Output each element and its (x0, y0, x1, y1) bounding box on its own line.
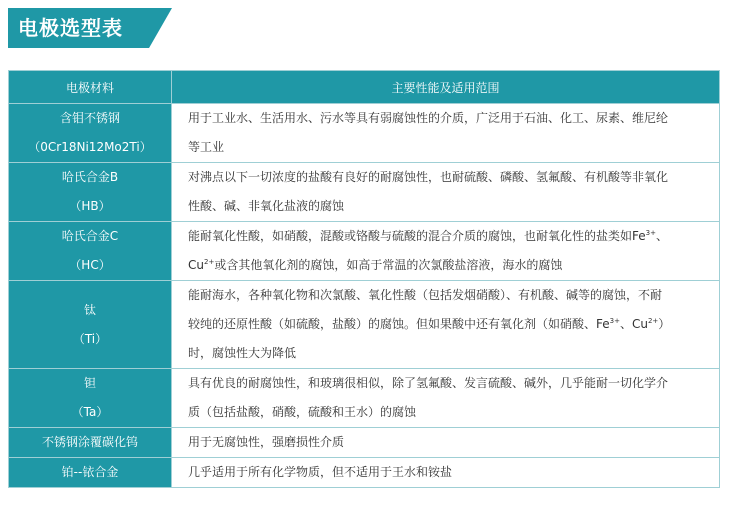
description-cell: 具有优良的耐腐蚀性，和玻璃很相似，除了氢氟酸、发言硫酸、碱外，几乎能耐一切化学介质（包括盐酸，硝酸，硫酸和王水）的腐蚀 (172, 369, 720, 428)
header-performance: 主要性能及适用范围 (172, 71, 720, 104)
material-cell (9, 428, 172, 458)
material-code: （HC） (69, 258, 111, 272)
table-row (9, 163, 720, 222)
table-row (9, 369, 720, 428)
electrode-table-container (8, 70, 719, 488)
material-name: 钛 (83, 302, 96, 317)
material-name: 哈氏合金B (61, 170, 119, 184)
table-header-row (9, 71, 720, 104)
superscript: 3+ (645, 229, 656, 237)
superscript: 2+ (203, 258, 215, 266)
material-code: （HB） (69, 199, 111, 213)
table-row (9, 222, 720, 281)
description-text: ）时，腐蚀性大为降低 (188, 317, 665, 360)
electrode-selection-table (8, 70, 720, 488)
description-cell (172, 222, 720, 281)
material-cell (9, 458, 172, 488)
description-cell (172, 281, 720, 369)
table-row (9, 428, 720, 458)
description-text: 或含其他氧化剂的腐蚀，如高于常温的次氯酸盐溶液，海水的腐蚀 (214, 258, 563, 272)
material-cell (9, 104, 172, 163)
page-title: 电极选型表 (18, 16, 123, 40)
material-cell (9, 369, 172, 428)
description-text: 能耐氧化性酸，如硝酸，混酸或铬酸与硫酸的混合介质的腐蚀，也耐氧化性的盐类如Fe (188, 229, 646, 243)
material-code: （0Cr18Ni12Mo2Ti） (28, 140, 152, 154)
table-row (9, 281, 720, 369)
superscript: 2+ (647, 317, 659, 325)
material-name: 钽 (83, 376, 96, 390)
superscript: 3+ (609, 317, 620, 325)
description-cell: 几乎适用于所有化学物质，但不适用于王水和铵盐 (172, 458, 720, 488)
material-cell (9, 163, 172, 222)
description-text: 能耐海水，各种氧化物和次氯酸、氧化性酸（包括发烟硝酸）、有机酸、碱等的腐蚀，不耐较纯的还原性酸（如硫酸，盐酸）的腐蚀。但如果酸中还有氧化剂（如硝酸、Fe (188, 288, 663, 331)
table-row (9, 104, 720, 163)
description-cell: 对沸点以下一切浓度的盐酸有良好的耐腐蚀性，也耐硫酸、磷酸、氢氟酸、有机酸等非氧化性酸、碱、非氧化盐液的腐蚀 (172, 163, 720, 222)
description-cell: 用于工业水、生活用水、污水等具有弱腐蚀性的介质，广泛用于石油、化工、尿素、维尼纶等工业 (172, 104, 720, 163)
material-name: 含钼不锈钢 (59, 111, 120, 125)
material-code: （Ti） (72, 331, 108, 346)
description-text: 、Cu (188, 229, 668, 272)
table-row (9, 458, 720, 488)
material-name: 铂--铱合金 (61, 465, 119, 479)
material-cell (9, 281, 172, 369)
description-cell: 用于无腐蚀性，强磨损性介质 (172, 428, 720, 458)
material-name: 哈氏合金C (61, 229, 119, 243)
header-material: 电极材料 (9, 71, 172, 104)
description-text: 、Cu (619, 317, 648, 331)
material-cell (9, 222, 172, 281)
material-name: 不锈钢涂覆碳化钨 (41, 435, 138, 449)
material-code: （Ta） (71, 405, 109, 419)
